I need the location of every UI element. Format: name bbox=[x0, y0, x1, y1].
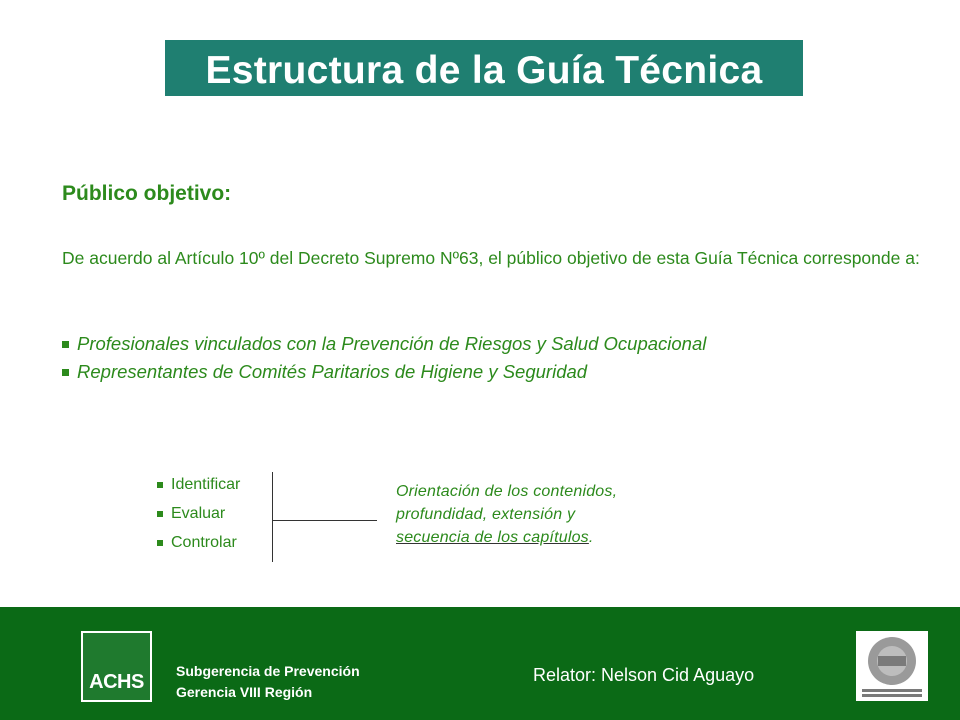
step-label: Controlar bbox=[171, 534, 237, 551]
bullet-square-icon bbox=[62, 369, 69, 376]
audience-list bbox=[62, 330, 706, 386]
footer-organization bbox=[176, 661, 360, 703]
bracket-vertical-line bbox=[272, 472, 273, 562]
list-item bbox=[62, 358, 706, 386]
step-label: Evaluar bbox=[171, 505, 226, 522]
bullet-square-icon bbox=[157, 540, 163, 546]
bullet-square-icon bbox=[157, 482, 163, 488]
list-item-text: Representantes de Comités Paritarios de Higiene y Seguridad bbox=[77, 361, 588, 382]
certification-seal-icon bbox=[856, 631, 928, 701]
presenter-name: Relator: Nelson Cid Aguayo bbox=[533, 665, 755, 685]
step-item bbox=[157, 470, 240, 499]
certification-seal bbox=[856, 631, 928, 701]
note-line: secuencia de los capítulos bbox=[396, 529, 589, 546]
slide-title: Estructura de la Guía Técnica bbox=[165, 40, 803, 96]
achs-logo-text: ACHS bbox=[89, 671, 144, 693]
list-item-text: Profesionales vinculados con la Prevención de Riesgos y Salud Ocupacional bbox=[77, 333, 707, 354]
bracket-connector-line bbox=[272, 520, 377, 521]
intro-paragraph: De acuerdo al Artículo 10º del Decreto Supremo Nº63, el público objetivo de esta Guía Técnica corresponde a: bbox=[62, 248, 920, 268]
list-item bbox=[62, 330, 706, 358]
step-item bbox=[157, 499, 240, 528]
note-period: . bbox=[588, 529, 594, 546]
note-line: Orientación de los contenidos, bbox=[396, 483, 618, 500]
org-line: Subgerencia de Prevención bbox=[176, 663, 360, 679]
org-line: Gerencia VIII Región bbox=[176, 684, 313, 700]
step-label: Identificar bbox=[171, 476, 241, 493]
achs-logo bbox=[81, 631, 152, 702]
note-line: profundidad, extensión y bbox=[396, 506, 576, 523]
section-heading: Público objetivo: bbox=[62, 182, 232, 205]
orientation-note bbox=[396, 480, 716, 549]
bullet-square-icon bbox=[157, 511, 163, 517]
steps-list bbox=[157, 470, 240, 557]
step-item bbox=[157, 528, 240, 557]
bullet-square-icon bbox=[62, 341, 69, 348]
